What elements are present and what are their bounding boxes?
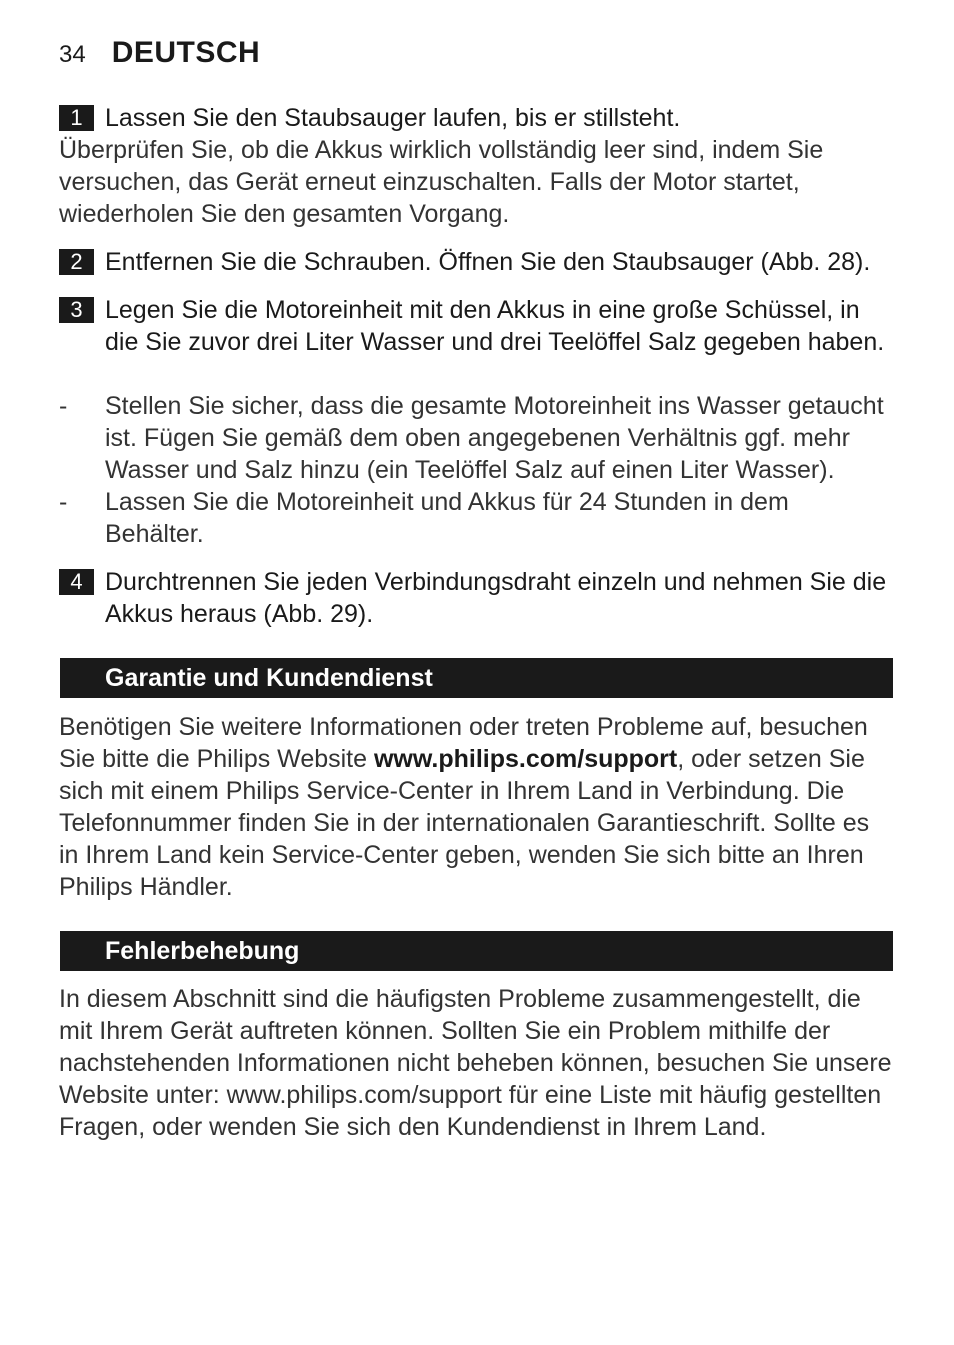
step-number-badge: 4 bbox=[59, 569, 94, 595]
bullet-dash: - bbox=[59, 392, 68, 420]
step-1 bbox=[59, 102, 893, 134]
troubleshooting-paragraph: In diesem Abschnitt sind die häufigsten Probleme zusammengestellt, die mit Ihrem Gerät auftreten können. Sollten Sie ein Problem mithilfe der nachstehenden Informationen nicht beheben können, besuchen Sie unsere Website unter: www.philips.com/support für eine Liste mit häufig gestellten Fragen, oder wenden Sie sich den Kundendienst in Ihrem Land. bbox=[59, 985, 892, 1141]
step-text: Legen Sie die Motoreinheit mit den Akkus in eine große Schüssel, in die Sie zuvor drei Liter Wasser und drei Teelöffel Salz gegeben haben. bbox=[105, 296, 885, 356]
guarantee-text-before: Benötigen Sie weitere Informationen oder treten Probleme auf, besuchen Sie bitte die Philips Website bbox=[59, 713, 868, 773]
step-text: Lassen Sie den Staubsauger laufen, bis er stillsteht. bbox=[105, 104, 681, 132]
step-text: Entfernen Sie die Schrauben. Öffnen Sie den Staubsauger (Abb. 28). bbox=[105, 248, 871, 276]
guarantee-paragraph bbox=[59, 711, 893, 903]
section-title: Garantie und Kundendienst bbox=[105, 664, 433, 692]
bullet-dash: - bbox=[59, 488, 68, 516]
step-3 bbox=[59, 294, 893, 358]
step-number-badge: 1 bbox=[59, 105, 94, 131]
section-title: Fehlerbehebung bbox=[105, 937, 300, 965]
language-heading: DEUTSCH bbox=[111, 36, 261, 69]
bullet-text: Stellen Sie sicher, dass die gesamte Motoreinheit ins Wasser getaucht ist. Fügen Sie gemäß dem oben angegebenen Verhältnis ggf. mehr Wasser und Salz hinzu (ein Teelöffel Salz auf einen Liter Wasser). bbox=[105, 392, 884, 484]
step-number-badge: 3 bbox=[59, 297, 94, 323]
section-heading-troubleshooting bbox=[60, 931, 893, 971]
step-1-note: Überprüfen Sie, ob die Akkus wirklich vollständig leer sind, indem Sie versuchen, das Gerät erneut einzuschalten. Falls der Motor startet, wiederholen Sie den gesamten Vorgang. bbox=[59, 136, 824, 228]
step-text: Durchtrennen Sie jeden Verbindungsdraht einzeln und nehmen Sie die Akkus heraus (Abb. 29). bbox=[105, 568, 887, 628]
bullet-item bbox=[59, 486, 893, 550]
section-heading-guarantee bbox=[60, 658, 893, 698]
bullet-text: Lassen Sie die Motoreinheit und Akkus für 24 Stunden in dem Behälter. bbox=[105, 488, 789, 548]
step-2 bbox=[59, 246, 893, 278]
guarantee-text-after: , oder setzen Sie sich mit einem Philips Service-Center in Ihrem Land in Verbindung. Die Telefonnummer finden Sie in der internationalen Garantieschrift. Sollte es in Ihrem Land kein Service-Center geben, wenden Sie sich bitte an Ihren Philips Händler. bbox=[59, 745, 870, 901]
step-4 bbox=[59, 566, 893, 630]
step-number-badge: 2 bbox=[59, 249, 94, 275]
page-header bbox=[59, 36, 260, 70]
page-number: 34 bbox=[59, 41, 86, 68]
bullet-item bbox=[59, 390, 893, 486]
support-link[interactable]: www.philips.com/support bbox=[373, 745, 678, 773]
